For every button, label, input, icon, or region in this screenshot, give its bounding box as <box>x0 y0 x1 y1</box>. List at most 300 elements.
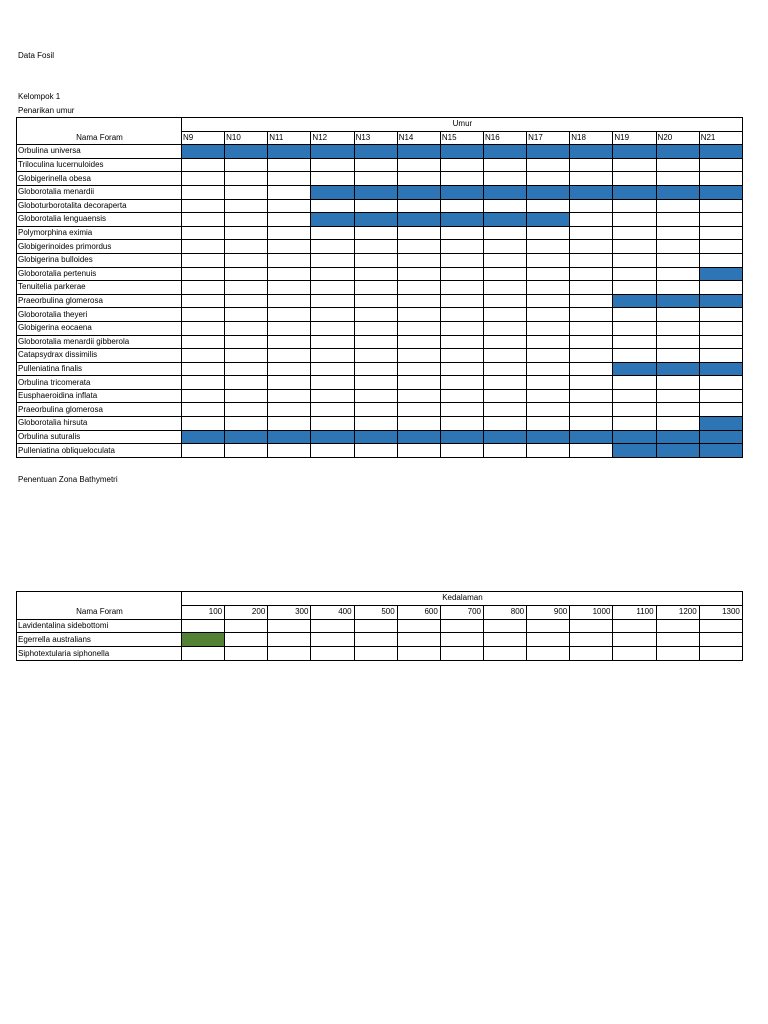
range-cell <box>182 362 225 376</box>
range-cell <box>440 253 483 267</box>
table-row <box>17 253 743 267</box>
range-cell-filled <box>699 267 742 281</box>
range-cell <box>527 199 570 213</box>
range-cell <box>225 253 268 267</box>
range-cell <box>182 172 225 186</box>
range-cell <box>182 199 225 213</box>
column-header: N9 <box>182 131 225 145</box>
range-cell <box>656 417 699 431</box>
range-cell <box>527 647 570 661</box>
table-row <box>17 145 743 159</box>
range-cell <box>311 158 354 172</box>
range-cell <box>354 321 397 335</box>
range-cell <box>397 376 440 390</box>
table-row <box>17 294 743 308</box>
range-cell <box>225 362 268 376</box>
range-cell <box>268 335 311 349</box>
range-cell <box>311 647 354 661</box>
range-cell <box>613 349 656 363</box>
column-header: 100 <box>182 605 225 619</box>
range-cell <box>570 294 613 308</box>
range-cell <box>268 226 311 240</box>
range-cell <box>225 185 268 199</box>
range-cell <box>613 389 656 403</box>
range-cell <box>483 444 526 458</box>
column-header: 1200 <box>656 605 699 619</box>
foram-name: Globigerinoides primordus <box>17 240 182 254</box>
range-cell <box>483 417 526 431</box>
range-cell <box>699 389 742 403</box>
foram-name: Globorotalia hirsuta <box>17 417 182 431</box>
range-cell-filled <box>483 213 526 227</box>
range-cell <box>613 199 656 213</box>
range-cell-filled <box>613 185 656 199</box>
range-cell-filled <box>354 430 397 444</box>
range-cell <box>440 267 483 281</box>
range-cell <box>570 253 613 267</box>
range-cell <box>613 417 656 431</box>
range-cell <box>699 281 742 295</box>
foram-name: Globoturborotalita decoraperta <box>17 199 182 213</box>
range-cell <box>656 349 699 363</box>
foram-name: Lavidentalina sidebottomi <box>17 619 182 633</box>
range-cell <box>527 619 570 633</box>
range-cell <box>483 349 526 363</box>
range-cell <box>354 389 397 403</box>
doc-title: Data Fosil <box>18 51 55 60</box>
range-cell <box>656 172 699 186</box>
range-cell <box>397 444 440 458</box>
foram-name: Globigerinella obesa <box>17 172 182 186</box>
range-cell <box>225 226 268 240</box>
range-cell <box>354 294 397 308</box>
range-cell-filled <box>656 185 699 199</box>
range-cell <box>268 647 311 661</box>
range-cell <box>527 403 570 417</box>
range-cell <box>440 633 483 647</box>
range-cell <box>354 158 397 172</box>
name-column-header: Nama Foram <box>17 131 182 145</box>
column-header: N10 <box>225 131 268 145</box>
range-cell <box>268 253 311 267</box>
range-cell <box>656 321 699 335</box>
range-cell <box>483 267 526 281</box>
range-cell <box>311 308 354 322</box>
table-row <box>17 376 743 390</box>
group-header: Kedalaman <box>182 592 743 606</box>
range-cell-filled <box>656 362 699 376</box>
range-cell <box>440 444 483 458</box>
range-cell <box>354 444 397 458</box>
range-cell <box>182 647 225 661</box>
range-cell <box>527 253 570 267</box>
range-cell <box>527 240 570 254</box>
range-cell-filled <box>699 145 742 159</box>
range-cell-filled <box>527 430 570 444</box>
range-cell <box>182 213 225 227</box>
range-cell <box>225 376 268 390</box>
foram-name: Pulleniatina finalis <box>17 362 182 376</box>
range-cell <box>225 633 268 647</box>
range-cell <box>268 281 311 295</box>
table-row <box>17 308 743 322</box>
range-cell <box>182 267 225 281</box>
range-cell <box>613 321 656 335</box>
range-cell <box>483 294 526 308</box>
range-cell-filled <box>656 145 699 159</box>
range-cell <box>311 240 354 254</box>
range-cell <box>613 308 656 322</box>
range-cell <box>268 362 311 376</box>
range-cell <box>397 362 440 376</box>
table-row <box>17 226 743 240</box>
range-cell <box>483 308 526 322</box>
range-cell <box>699 633 742 647</box>
range-cell-filled <box>354 213 397 227</box>
range-cell-filled <box>182 430 225 444</box>
range-cell <box>182 308 225 322</box>
range-cell <box>311 321 354 335</box>
range-cell <box>527 633 570 647</box>
column-header: N21 <box>699 131 742 145</box>
foram-name: Tenuitelia parkerae <box>17 281 182 295</box>
range-cell-filled <box>397 185 440 199</box>
range-cell <box>570 281 613 295</box>
range-cell <box>613 226 656 240</box>
foram-name: Globorotalia menardii <box>17 185 182 199</box>
range-cell <box>225 281 268 295</box>
range-cell <box>656 253 699 267</box>
range-cell-filled <box>613 430 656 444</box>
foram-name: Praeorbulina glomerosa <box>17 403 182 417</box>
range-cell <box>268 213 311 227</box>
range-cell <box>483 376 526 390</box>
range-cell <box>268 403 311 417</box>
range-cell-filled <box>311 430 354 444</box>
range-cell <box>527 226 570 240</box>
range-cell <box>527 362 570 376</box>
range-cell <box>225 240 268 254</box>
range-cell-filled <box>483 145 526 159</box>
range-cell <box>182 619 225 633</box>
foram-name: Polymorphina eximia <box>17 226 182 240</box>
range-cell <box>397 403 440 417</box>
table-row <box>17 417 743 431</box>
range-cell <box>182 349 225 363</box>
table-row <box>17 199 743 213</box>
range-cell <box>354 253 397 267</box>
range-cell <box>483 281 526 295</box>
range-cell <box>311 417 354 431</box>
range-cell-filled <box>613 145 656 159</box>
range-cell <box>699 253 742 267</box>
range-cell <box>440 172 483 186</box>
range-cell <box>225 403 268 417</box>
range-cell <box>225 308 268 322</box>
range-cell <box>656 335 699 349</box>
range-cell <box>440 335 483 349</box>
range-cell-filled <box>440 145 483 159</box>
range-cell <box>483 172 526 186</box>
range-cell <box>656 240 699 254</box>
range-cell <box>225 172 268 186</box>
range-cell <box>699 349 742 363</box>
range-cell <box>397 240 440 254</box>
range-cell <box>613 403 656 417</box>
range-cell <box>656 199 699 213</box>
range-cell-filled <box>397 430 440 444</box>
range-cell <box>268 185 311 199</box>
range-cell-filled <box>397 213 440 227</box>
range-cell-filled <box>483 185 526 199</box>
range-cell <box>268 619 311 633</box>
range-cell <box>182 389 225 403</box>
range-cell <box>656 633 699 647</box>
range-cell <box>397 417 440 431</box>
range-cell <box>268 199 311 213</box>
range-cell <box>699 226 742 240</box>
range-cell <box>268 240 311 254</box>
range-cell <box>225 321 268 335</box>
range-cell <box>570 444 613 458</box>
column-header: 200 <box>225 605 268 619</box>
range-cell <box>613 647 656 661</box>
range-cell <box>570 633 613 647</box>
range-cell <box>613 281 656 295</box>
table-row <box>17 633 743 647</box>
range-cell <box>656 213 699 227</box>
range-cell <box>613 267 656 281</box>
range-cell <box>613 633 656 647</box>
range-cell <box>483 362 526 376</box>
range-cell-filled <box>182 633 225 647</box>
range-cell <box>656 267 699 281</box>
range-cell-filled <box>268 430 311 444</box>
range-cell <box>225 199 268 213</box>
range-cell <box>527 349 570 363</box>
range-cell-filled <box>570 430 613 444</box>
range-cell <box>311 267 354 281</box>
range-cell <box>440 349 483 363</box>
range-cell <box>440 240 483 254</box>
table-row <box>17 647 743 661</box>
range-cell <box>656 389 699 403</box>
range-cell <box>570 172 613 186</box>
range-cell <box>225 294 268 308</box>
range-cell <box>268 389 311 403</box>
range-cell <box>397 389 440 403</box>
range-cell <box>613 619 656 633</box>
range-cell <box>483 199 526 213</box>
range-cell <box>225 349 268 363</box>
range-cell <box>397 158 440 172</box>
range-cell <box>483 389 526 403</box>
table-row <box>17 240 743 254</box>
range-cell <box>570 403 613 417</box>
foram-name: Globorotalia lenguaensis <box>17 213 182 227</box>
foram-name: Orbulina suturalis <box>17 430 182 444</box>
column-header: N11 <box>268 131 311 145</box>
range-cell <box>268 158 311 172</box>
range-cell-filled <box>570 145 613 159</box>
foram-name: Egerrella australians <box>17 633 182 647</box>
range-cell <box>570 226 613 240</box>
range-cell-filled <box>613 362 656 376</box>
range-cell <box>440 417 483 431</box>
column-header: N20 <box>656 131 699 145</box>
range-cell <box>225 335 268 349</box>
foram-name: Globorotalia pertenuis <box>17 267 182 281</box>
range-cell <box>354 240 397 254</box>
range-cell <box>483 253 526 267</box>
range-cell <box>397 335 440 349</box>
range-cell <box>527 281 570 295</box>
range-cell <box>613 158 656 172</box>
range-cell <box>570 619 613 633</box>
range-cell <box>182 403 225 417</box>
range-cell <box>699 619 742 633</box>
name-column-header: Nama Foram <box>17 605 182 619</box>
range-cell <box>397 226 440 240</box>
range-cell <box>656 281 699 295</box>
column-header: 1000 <box>570 605 613 619</box>
header-blank <box>17 118 182 132</box>
range-cell <box>397 321 440 335</box>
range-cell <box>613 335 656 349</box>
range-cell <box>440 376 483 390</box>
column-header: 900 <box>527 605 570 619</box>
table-row <box>17 267 743 281</box>
range-cell <box>570 199 613 213</box>
range-cell <box>397 199 440 213</box>
range-cell-filled <box>397 145 440 159</box>
range-cell <box>182 321 225 335</box>
range-cell-filled <box>268 145 311 159</box>
range-cell <box>613 172 656 186</box>
range-cell <box>311 294 354 308</box>
foram-name: Globorotalia menardii gibberola <box>17 335 182 349</box>
range-cell <box>354 403 397 417</box>
range-cell <box>570 647 613 661</box>
range-cell <box>440 226 483 240</box>
table-row <box>17 403 743 417</box>
range-cell <box>699 199 742 213</box>
range-cell <box>354 376 397 390</box>
range-cell <box>182 253 225 267</box>
range-cell <box>440 308 483 322</box>
range-cell <box>397 281 440 295</box>
range-cell <box>570 335 613 349</box>
range-cell <box>182 294 225 308</box>
range-cell <box>440 199 483 213</box>
range-cell <box>570 389 613 403</box>
range-cell <box>354 281 397 295</box>
range-cell <box>397 294 440 308</box>
range-cell-filled <box>225 430 268 444</box>
range-cell <box>656 308 699 322</box>
foram-name: Eusphaeroidina inflata <box>17 389 182 403</box>
column-header: 400 <box>311 605 354 619</box>
column-header: N17 <box>527 131 570 145</box>
range-cell <box>440 362 483 376</box>
range-cell <box>656 647 699 661</box>
range-cell-filled <box>527 213 570 227</box>
range-cell <box>311 199 354 213</box>
range-cell <box>699 647 742 661</box>
range-cell <box>354 647 397 661</box>
range-cell-filled <box>311 185 354 199</box>
column-header: N14 <box>397 131 440 145</box>
range-cell <box>483 647 526 661</box>
range-cell <box>699 321 742 335</box>
range-cell <box>570 321 613 335</box>
foram-name: Globigerina bulloides <box>17 253 182 267</box>
range-cell-filled <box>225 145 268 159</box>
range-cell <box>440 321 483 335</box>
table-row <box>17 213 743 227</box>
range-cell-filled <box>440 213 483 227</box>
range-cell <box>311 403 354 417</box>
range-cell <box>182 158 225 172</box>
range-cell <box>225 389 268 403</box>
range-cell <box>268 376 311 390</box>
range-cell <box>613 240 656 254</box>
range-cell <box>440 403 483 417</box>
range-cell <box>311 389 354 403</box>
table-row <box>17 335 743 349</box>
column-header: N16 <box>483 131 526 145</box>
range-cell <box>268 308 311 322</box>
table-row <box>17 619 743 633</box>
range-cell <box>656 619 699 633</box>
table-row <box>17 158 743 172</box>
range-cell <box>527 158 570 172</box>
range-cell <box>182 335 225 349</box>
range-cell <box>699 403 742 417</box>
foram-name: Orbulina tricomerata <box>17 376 182 390</box>
section-title-bathymetry: Penentuan Zona Bathymetri <box>18 475 118 484</box>
range-cell <box>182 376 225 390</box>
range-cell <box>483 619 526 633</box>
range-cell <box>397 172 440 186</box>
range-cell-filled <box>527 145 570 159</box>
range-cell-filled <box>699 430 742 444</box>
range-cell <box>570 158 613 172</box>
table-row <box>17 444 743 458</box>
range-cell <box>613 253 656 267</box>
range-cell-filled <box>699 362 742 376</box>
group-header: Umur <box>182 118 743 132</box>
range-cell <box>225 417 268 431</box>
range-cell <box>311 335 354 349</box>
range-cell <box>527 294 570 308</box>
range-cell <box>354 308 397 322</box>
foram-name: Praeorbulina glomerosa <box>17 294 182 308</box>
range-cell <box>527 172 570 186</box>
range-cell <box>397 253 440 267</box>
bathymetry-table <box>16 591 743 661</box>
range-cell-filled <box>570 185 613 199</box>
range-cell <box>483 321 526 335</box>
range-cell <box>483 633 526 647</box>
range-cell <box>354 335 397 349</box>
range-cell <box>699 172 742 186</box>
range-cell <box>570 267 613 281</box>
column-header: N19 <box>613 131 656 145</box>
range-cell <box>354 226 397 240</box>
range-cell <box>613 376 656 390</box>
range-cell-filled <box>656 294 699 308</box>
